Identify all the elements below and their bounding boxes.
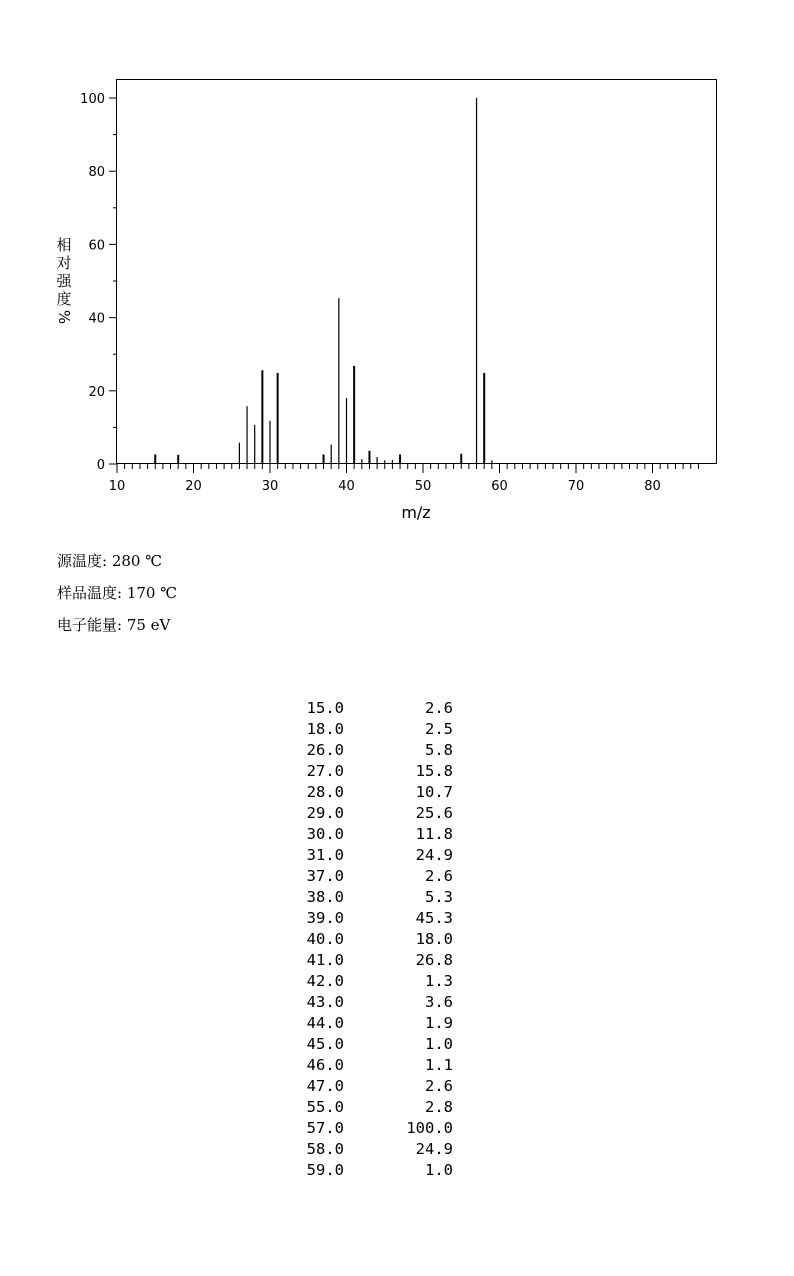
table-row [296, 1055, 456, 1076]
x-tick-label: 60 [491, 479, 508, 494]
mass-spectrum-chart [0, 0, 794, 540]
table-cell-intensity: 5.8 [425, 741, 453, 759]
table-cell-mz: 55.0 [306, 1098, 344, 1116]
table-cell-intensity: 100.0 [406, 1119, 453, 1137]
table-cell-mz: 29.0 [306, 804, 344, 822]
table-row [296, 1118, 456, 1139]
y-axis-title-char: 度 [56, 290, 72, 308]
y-axis-title-char: 相 [56, 236, 72, 254]
table-row [296, 887, 456, 908]
table-cell-mz: 57.0 [306, 1119, 344, 1137]
table-cell-intensity: 3.6 [425, 993, 453, 1011]
sample-temperature: 样品温度: 170 ℃ [57, 584, 178, 602]
table-cell-intensity: 45.3 [415, 909, 453, 927]
table-cell-mz: 27.0 [306, 762, 344, 780]
y-tick-label: 80 [88, 165, 105, 181]
table-cell-mz: 43.0 [306, 993, 344, 1011]
table-row [296, 1013, 456, 1034]
table-cell-mz: 31.0 [306, 846, 344, 864]
table-cell-intensity: 2.5 [425, 720, 453, 738]
table-cell-mz: 37.0 [306, 867, 344, 885]
x-tick-label: 20 [185, 479, 202, 494]
table-cell-intensity: 2.6 [425, 1077, 453, 1095]
y-tick-label: 20 [88, 384, 105, 400]
table-row [296, 866, 456, 887]
table-row [296, 1139, 456, 1160]
x-tick-label: 10 [108, 479, 126, 494]
x-tick-label: 40 [338, 479, 355, 494]
table-cell-intensity: 1.0 [425, 1035, 453, 1053]
table-cell-mz: 26.0 [306, 741, 344, 759]
table-cell-mz: 44.0 [306, 1014, 344, 1032]
electron-energy: 电子能量: 75 eV [57, 616, 171, 634]
table-cell-intensity: 25.6 [415, 804, 453, 822]
y-axis [80, 92, 117, 473]
table-row [296, 1097, 456, 1118]
y-tick-label: 100 [80, 92, 105, 107]
x-tick-label: 30 [261, 479, 279, 494]
table-row [296, 782, 456, 803]
table-cell-intensity: 26.8 [415, 951, 453, 969]
table-cell-intensity: 15.8 [415, 762, 453, 780]
table-cell-mz: 59.0 [306, 1161, 344, 1179]
table-cell-intensity: 1.9 [425, 1014, 453, 1032]
y-tick-label: 0 [96, 458, 105, 473]
x-tick-label: 50 [414, 479, 432, 494]
table-cell-mz: 58.0 [306, 1140, 344, 1158]
table-cell-mz: 42.0 [306, 972, 344, 990]
table-row [296, 1160, 456, 1181]
table-cell-intensity: 1.0 [425, 1161, 453, 1179]
table-cell-mz: 41.0 [306, 951, 344, 969]
source-temperature: 源温度: 280 ℃ [57, 552, 163, 570]
y-axis-title-char: 对 [56, 254, 72, 272]
y-tick-label: 60 [88, 238, 105, 254]
table-row [296, 929, 456, 950]
peak-table [296, 698, 456, 1181]
x-tick-label: 70 [567, 479, 585, 494]
table-cell-mz: 45.0 [306, 1035, 344, 1053]
plot-frame [117, 80, 717, 464]
table-row [296, 971, 456, 992]
table-row [296, 1076, 456, 1097]
table-cell-intensity: 18.0 [415, 930, 453, 948]
table-cell-mz: 38.0 [306, 888, 344, 906]
table-row [296, 824, 456, 845]
y-axis-title-char: % [55, 309, 73, 325]
table-row [296, 698, 456, 719]
y-axis-title [55, 236, 73, 324]
peak-bars [155, 98, 492, 464]
table-cell-intensity: 2.6 [425, 699, 453, 717]
table-cell-mz: 18.0 [306, 720, 344, 738]
table-row [296, 740, 456, 761]
table-cell-intensity: 2.6 [425, 867, 453, 885]
table-row [296, 761, 456, 782]
table-cell-mz: 15.0 [306, 699, 344, 717]
table-cell-mz: 39.0 [306, 909, 344, 927]
x-tick-label: 80 [644, 479, 661, 494]
table-cell-intensity: 1.3 [425, 972, 453, 990]
table-row [296, 1034, 456, 1055]
table-row [296, 950, 456, 971]
table-cell-mz: 47.0 [306, 1077, 344, 1095]
y-tick-label: 40 [88, 311, 105, 327]
table-cell-mz: 28.0 [306, 783, 344, 801]
y-axis-title-char: 强 [56, 272, 72, 290]
table-cell-intensity: 10.7 [415, 783, 453, 801]
table-cell-mz: 46.0 [306, 1056, 344, 1074]
table-row [296, 992, 456, 1013]
table-cell-intensity: 1.1 [425, 1056, 453, 1074]
table-row [296, 845, 456, 866]
x-axis [109, 464, 699, 494]
table-cell-intensity: 2.8 [425, 1098, 453, 1116]
x-axis-title: m/z [401, 503, 431, 522]
table-cell-intensity: 11.8 [415, 825, 453, 843]
table-row [296, 803, 456, 824]
table-cell-intensity: 24.9 [415, 1140, 453, 1158]
table-row [296, 908, 456, 929]
table-cell-intensity: 5.3 [425, 888, 453, 906]
table-cell-mz: 40.0 [306, 930, 344, 948]
table-cell-intensity: 24.9 [415, 846, 453, 864]
table-cell-mz: 30.0 [306, 825, 344, 843]
table-row [296, 719, 456, 740]
